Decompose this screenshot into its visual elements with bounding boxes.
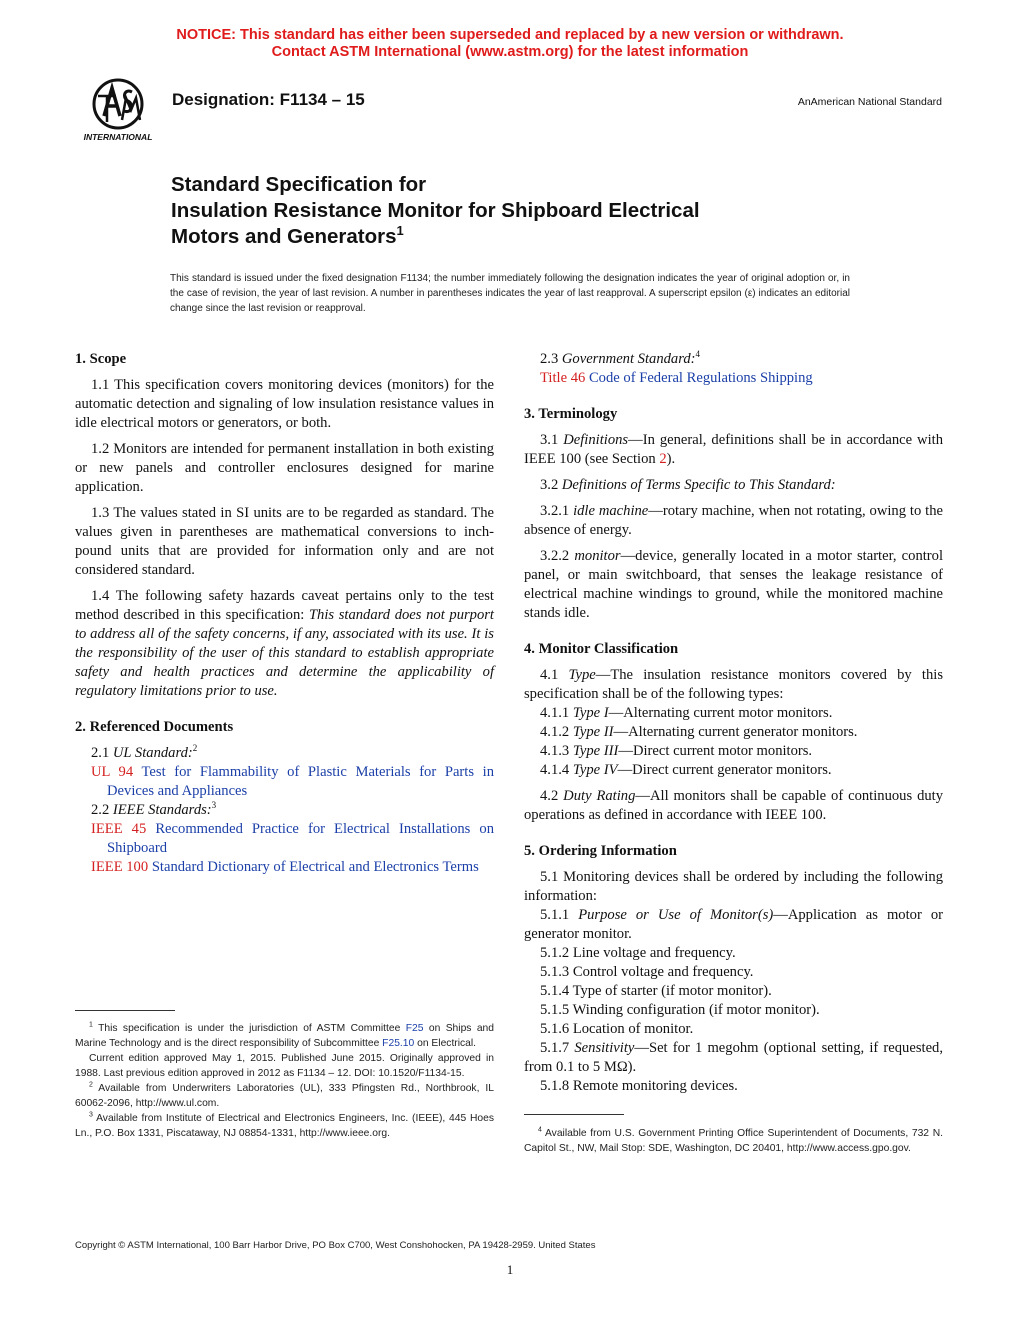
monitor-term: monitor: [574, 548, 621, 564]
ul94-code-link[interactable]: UL 94: [91, 764, 134, 780]
section-heading-terminology: 3. Terminology: [524, 406, 618, 422]
section-heading-ordering-information: 5. Ordering Information: [524, 843, 677, 859]
paragraph-3-1-text: —In general, definitions shall be in accordance with IEEE 100 (see Section: [524, 432, 943, 467]
reference-ieee100[interactable]: [91, 858, 494, 877]
paragraph-1-3: 1.3 The values stated in SI units are to be regarded as standard. The values given in parentheses are mathematical conversions to inch-pound units that are provided for information only and are not considered standard.: [75, 505, 494, 578]
safety-caveat: This standard does not purport to address all of the safety concerns, if any, associated with its use. It is the responsibility of the user of this standard to establish appropriate safety and health practices and determine the applicability of regulatory limitations prior to use.: [75, 607, 494, 699]
paragraph-3-1-num: 3.1: [540, 432, 564, 448]
footnote-1-edition: Current edition approved May 1, 2015. Published June 2015. Originally approved in 1988. Last previous edition approved in 2012 as F1134 – 12. DOI: 10.1520/F1134-15.: [75, 1053, 494, 1079]
paragraph-5-1-1: [524, 906, 943, 944]
idle-machine-term: idle machine: [573, 503, 649, 519]
footnote-4: [524, 1126, 943, 1156]
paragraph-1-1: 1.1 This specification covers monitoring devices (monitors) for the automatic detection and signaling of low insulation resistance values in idle electrical motors or generators, or both.: [75, 377, 494, 431]
type-item: [524, 742, 943, 761]
title46-title-link[interactable]: Code of Federal Regulations Shipping: [588, 370, 813, 386]
type-item-text: —Alternating current motor monitors.: [608, 705, 833, 721]
copyright-notice: Copyright © ASTM International, 100 Barr Harbor Drive, PO Box C700, West Conshohocken, PA 19428-2959. United States: [75, 1240, 596, 1251]
title-line-3: Motors and Generators: [171, 225, 397, 248]
paragraph-4-1-num: 4.1: [540, 667, 569, 683]
type-item-term: Type III: [572, 743, 619, 759]
footnote-1-text-c: on Electrical.: [414, 1038, 477, 1049]
paragraph-5-1-5: 5.1.5 Winding configuration (if motor monitor).: [540, 1002, 820, 1018]
footnotes-left: [75, 1021, 494, 1141]
paragraph-3-2-2: [524, 547, 943, 623]
page-number: 1: [506, 1262, 514, 1277]
astm-logo: [76, 76, 160, 144]
specific-definitions-label: Definitions of Terms Specific to This Standard:: [561, 477, 836, 493]
paragraph-2-1-num: 2.1: [91, 745, 113, 761]
type-item: [524, 704, 943, 723]
type-item-term: Type II: [572, 724, 614, 740]
designation: Designation: F1134 – 15: [172, 90, 365, 109]
notice-line-1: NOTICE: This standard has either been superseded and replaced by a new version or withdrawn.: [176, 27, 844, 43]
paragraph-5-1-7-text: —Set for 1 megohm (optional setting, if requested, from 0.1 to 5 MΩ).: [524, 1040, 943, 1075]
withdrawal-notice: [0, 27, 1020, 61]
paragraph-3-2-2-num: 3.2.2: [540, 548, 575, 564]
idle-machine-definition: —rotary machine, when not rotating, owing to the absence of energy.: [524, 503, 943, 538]
paragraph-5-1-2: 5.1.2 Line voltage and frequency.: [540, 945, 736, 961]
purpose-term: Purpose or Use of Monitor(s): [578, 907, 774, 923]
reference-title46[interactable]: [540, 369, 943, 388]
footnote-1-mark: 1: [89, 1021, 93, 1029]
ieee45-code-link[interactable]: IEEE 45: [91, 821, 147, 837]
paragraph-5-1-1-num: 5.1.1: [540, 907, 579, 923]
ieee100-code-link[interactable]: IEEE 100: [91, 859, 149, 875]
paragraph-2-3-num: 2.3: [540, 351, 562, 367]
footnote-ref-3: 3: [211, 800, 217, 811]
astm-logo-icon: [76, 76, 160, 144]
paragraph-4-1-text: —The insulation resistance monitors covered by this specification shall be of the following types:: [524, 667, 943, 702]
reference-ieee45[interactable]: [91, 820, 494, 858]
definitions-term: Definitions: [563, 432, 629, 448]
paragraph-3-2-1: [524, 502, 943, 540]
type-term: Type: [568, 667, 596, 683]
document-title: [171, 172, 891, 250]
type-item: [524, 761, 943, 780]
type-item-num: 4.1.1: [540, 705, 573, 721]
section-heading-referenced-documents: 2. Referenced Documents: [75, 719, 234, 735]
footnote-rule-left: [75, 1010, 175, 1011]
footnote-ref-4: 4: [695, 349, 701, 360]
right-column: [524, 350, 943, 1096]
ul-standard-label: UL Standard:: [112, 745, 193, 761]
footnote-1-text-b: on Ships and Marine Technology and is the direct responsibility of Subcommittee: [75, 1023, 495, 1049]
paragraph-4-2-num: 4.2: [540, 788, 564, 804]
footnote-rule-right: [524, 1114, 624, 1115]
national-standard-label: AnAmerican National Standard: [797, 96, 942, 108]
duty-rating-term: Duty Rating: [563, 788, 636, 804]
sensitivity-term: Sensitivity: [574, 1040, 635, 1056]
paragraph-1-4-text: 1.4 The following safety hazards caveat pertains only to the test method described in this specification:: [75, 588, 494, 623]
footnote-2-mark: 2: [89, 1081, 93, 1089]
type-item-text: —Alternating current generator monitors.: [613, 724, 858, 740]
type-item-num: 4.1.2: [540, 724, 573, 740]
monitor-definition: —device, generally located in a motor starter, control panel, or main switchboard, that senses the leakage resistance of electrical machine windings to ground, while the monitored machine stands idle.: [524, 548, 944, 621]
type-item-term: Type IV: [572, 762, 618, 778]
footnote-3-text: Available from Institute of Electrical and Electronics Engineers, Inc. (IEEE), 445 Hoes Ln., P.O. Box 1331, Piscataway, NJ 08854-1331, http://www.ieee.org.: [75, 1113, 494, 1139]
section-2-link[interactable]: 2: [659, 451, 667, 467]
issuance-note: This standard is issued under the fixed designation F1134; the number immediately following the designation indicates the year of original adoption or, in the case of revision, the year of last revision. A number in parentheses indicates the year of last reapproval. A superscript epsilon (ε) indicates an editorial change since the last revision or reapproval.: [170, 273, 850, 314]
paragraph-2-2-num: 2.2: [91, 802, 113, 818]
paragraph-4-2: [524, 787, 943, 825]
type-item: [524, 723, 943, 742]
title-line-2: Insulation Resistance Monitor for Shipboard Electrical: [171, 199, 700, 222]
paragraph-3-2-num: 3.2: [540, 477, 562, 493]
paragraph-3-1-end: ).: [666, 451, 676, 467]
paragraph-1-4: [75, 587, 494, 701]
ieee100-title-link[interactable]: Standard Dictionary of Electrical and Electronics Terms: [151, 859, 479, 875]
paragraph-5-1: 5.1 Monitoring devices shall be ordered by including the following information:: [524, 869, 943, 904]
notice-line-2: Contact ASTM International (www.astm.org) for the latest information: [271, 44, 749, 60]
left-column: [75, 350, 494, 877]
government-standard-label: Government Standard:: [561, 351, 696, 367]
footnote-1-text-a: This specification is under the jurisdiction of ASTM Committee: [92, 1023, 406, 1034]
footnote-ref-2: 2: [192, 743, 198, 754]
title-line-1: Standard Specification for: [171, 173, 427, 196]
footnote-3: [75, 1111, 494, 1141]
footnote-3-mark: 3: [89, 1111, 93, 1119]
type-item-text: —Direct current motor monitors.: [618, 743, 813, 759]
title46-code-link[interactable]: Title 46: [540, 370, 586, 386]
paragraph-5-1-7: [524, 1039, 943, 1077]
paragraph-2-3: [524, 350, 943, 369]
paragraph-4-2-text: —All monitors shall be capable of continuous duty operations as defined in accordance with IEEE 100.: [524, 788, 944, 823]
ieee45-title-link[interactable]: Recommended Practice for Electrical Installations on Shipboard: [107, 821, 494, 856]
paragraph-4-1: [524, 666, 943, 704]
paragraph-3-1: [524, 431, 943, 469]
type-item-num: 4.1.3: [540, 743, 573, 759]
paragraph-3-2: [524, 476, 943, 495]
reference-ul94[interactable]: [91, 763, 494, 801]
paragraph-5-1-4: 5.1.4 Type of starter (if motor monitor).: [540, 983, 772, 999]
section-heading-monitor-classification: 4. Monitor Classification: [524, 641, 679, 657]
footnote-2-text: Available from Underwriters Laboratories (UL), 333 Pfingsten Rd., Northbrook, IL 60062-2096, http://www.ul.com.: [75, 1083, 494, 1109]
paragraph-5-1-6: 5.1.6 Location of monitor.: [540, 1021, 694, 1037]
paragraph-5-1-1-text: —Application as motor or generator monitor.: [524, 907, 943, 942]
ul94-title-link[interactable]: Test for Flammability of Plastic Materials for Parts in Devices and Appliances: [107, 764, 495, 799]
footnote-1: [75, 1021, 494, 1051]
logo-text: INTERNATIONAL: [83, 132, 153, 142]
type-item-term: Type I: [572, 705, 609, 721]
type-item-text: —Direct current generator monitors.: [617, 762, 832, 778]
type-item-num: 4.1.4: [540, 762, 573, 778]
paragraph-5-1-7-num: 5.1.7: [540, 1040, 575, 1056]
footnotes-right: [524, 1126, 943, 1156]
footnote-4-text: Available from U.S. Government Printing Office Superintendent of Documents, 732 N. Capitol St., NW, Mail Stop: SDE, Washington, DC 20401, http://www.access.gpo.gov.: [524, 1128, 943, 1154]
footnote-2: [75, 1081, 494, 1111]
footnote-4-mark: 4: [538, 1126, 542, 1134]
committee-f25-link[interactable]: F25: [405, 1023, 424, 1034]
paragraph-5-1-3: 5.1.3 Control voltage and frequency.: [540, 964, 754, 980]
paragraph-3-2-1-num: 3.2.1: [540, 503, 574, 519]
paragraph-5-1-8: 5.1.8 Remote monitoring devices.: [540, 1078, 738, 1094]
section-heading-scope: 1. Scope: [75, 351, 127, 367]
subcommittee-f25-10-link[interactable]: F25.10: [382, 1038, 415, 1049]
title-footnote-mark: 1: [396, 223, 404, 239]
paragraph-2-2: [75, 801, 494, 820]
paragraph-2-1: [75, 744, 494, 763]
ieee-standards-label: IEEE Standards:: [112, 802, 212, 818]
paragraph-1-2: 1.2 Monitors are intended for permanent installation in both existing or new panels and controller enclosures designed for marine application.: [75, 441, 494, 495]
